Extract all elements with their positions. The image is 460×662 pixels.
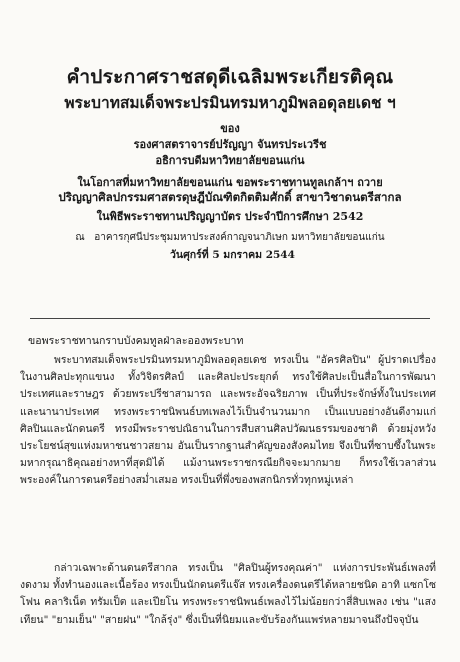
occasion-line: ในโอกาสที่มหาวิทยาลัยขอนแก่น ขอพระราชทานทูลเกล้าฯ ถวาย bbox=[77, 176, 383, 189]
venue-text: อาคารกุศนีประชุมมหาประสงค์กาญจนาภิเษก มหาวิทยาลัยขอนแก่น bbox=[94, 232, 385, 243]
degree-line: ปริญญาศิลปกรรมศาสตรดุษฎีบัณฑิตกิตติมศักดิ์ สาขาวิชาดนตรีสากล bbox=[58, 190, 402, 204]
author-title: อธิการบดีมหาวิทยาลัยขอนแก่น bbox=[155, 154, 305, 167]
venue-line bbox=[0, 230, 460, 245]
ceremony-line: ในพิธีพระราชทานปริญญาบัตร ประจำปีการศึกษา 2542 bbox=[96, 210, 364, 223]
by-label: ของ bbox=[220, 122, 240, 135]
document-subtitle: พระบาทสมเด็จพระปรมินทรมหาภูมิพลอดุลยเดช ฯ bbox=[64, 93, 396, 112]
author-name: รองศาสตราจารย์ปรัญญา จันทรประเวรีช bbox=[133, 138, 327, 151]
salutation: ขอพระราชทานกราบบังคมทูลฝ่าละอองพระบาท bbox=[28, 335, 244, 347]
paragraph-1: พระบาทสมเด็จพระปรมินทรมหาภูมิพลอดุลยเดช ทรงเป็น "อัครศิลปิน" ผู้ปราดเปรื่อง ในงานศิลปะทุกแขนง ทั้งวิจิตรศิลป์ และศิลปะประยุกต์ ทรงใช้ศิลปะเป็นสื่อในการพัฒนาประเทศและราษฎร ด้วยพระปรีชาสามารถ และพระอัจฉริยภาพ เป็นที่ประจักษ์ทั้งในประเทศและนานาประเทศ ทรงพระราชนิพนธ์บทเพลงไว้เป็นจำนวนมาก เป็นแบบอย่างอันดีงามแก่ศิลปินและนักดนตรี ทรงมีพระราชปณิธานในการสืบสานศิลปวัฒนธรรมของชาติ ด้วยมุ่งหวังประโยชน์สุขแห่งมหาชนชาวสยาม อันเป็นรากฐานสำคัญของสังคมไทย จึงเป็นที่ซาบซึ้งในพระมหากรุณาธิคุณอย่างหาที่สุดมิได้ แม้งานพระราชกรณียกิจจะมากมาย ก็ทรงใช้เวลาส่วนพระองค์ในการดนตรีอย่างสม่ำเสมอ ทรงเป็นที่พึ่งของพสกนิกรทั่วทุกหมู่เหล่า bbox=[20, 354, 436, 487]
paragraph-2: กล่าวเฉพาะด้านดนตรีสากล ทรงเป็น "ศิลปินผู้ทรงคุณค่า" แห่งการประพันธ์เพลงที่งดงาม ทั้งทำนองและเนื้อร้อง ทรงเป็นนักดนตรีแจ๊ส ทรงเครื่องดนตรีได้หลายชนิด อาทิ แซกโซโฟน คลาริเน็ต ทรัมเป็ต และเปียโน ทรงพระราชนิพนธ์เพลงไว้ไม่น้อยกว่าสี่สิบเพลง เช่น "แสงเทียน" "ยามเย็น" "สายฝน" "ใกล้รุ่ง" ซึ่งเป็นที่นิยมและขับร้องกันแพร่หลายมาจนถึงปัจจุบัน bbox=[20, 562, 436, 626]
date-line: วันศุกร์ที่ 5 มกราคม 2544 bbox=[170, 249, 295, 261]
document-title: คำประกาศราชสดุดีเฉลิมพระเกียรติคุณ bbox=[66, 66, 394, 88]
section-divider bbox=[30, 318, 430, 319]
venue-prefix: ณ bbox=[75, 232, 85, 243]
